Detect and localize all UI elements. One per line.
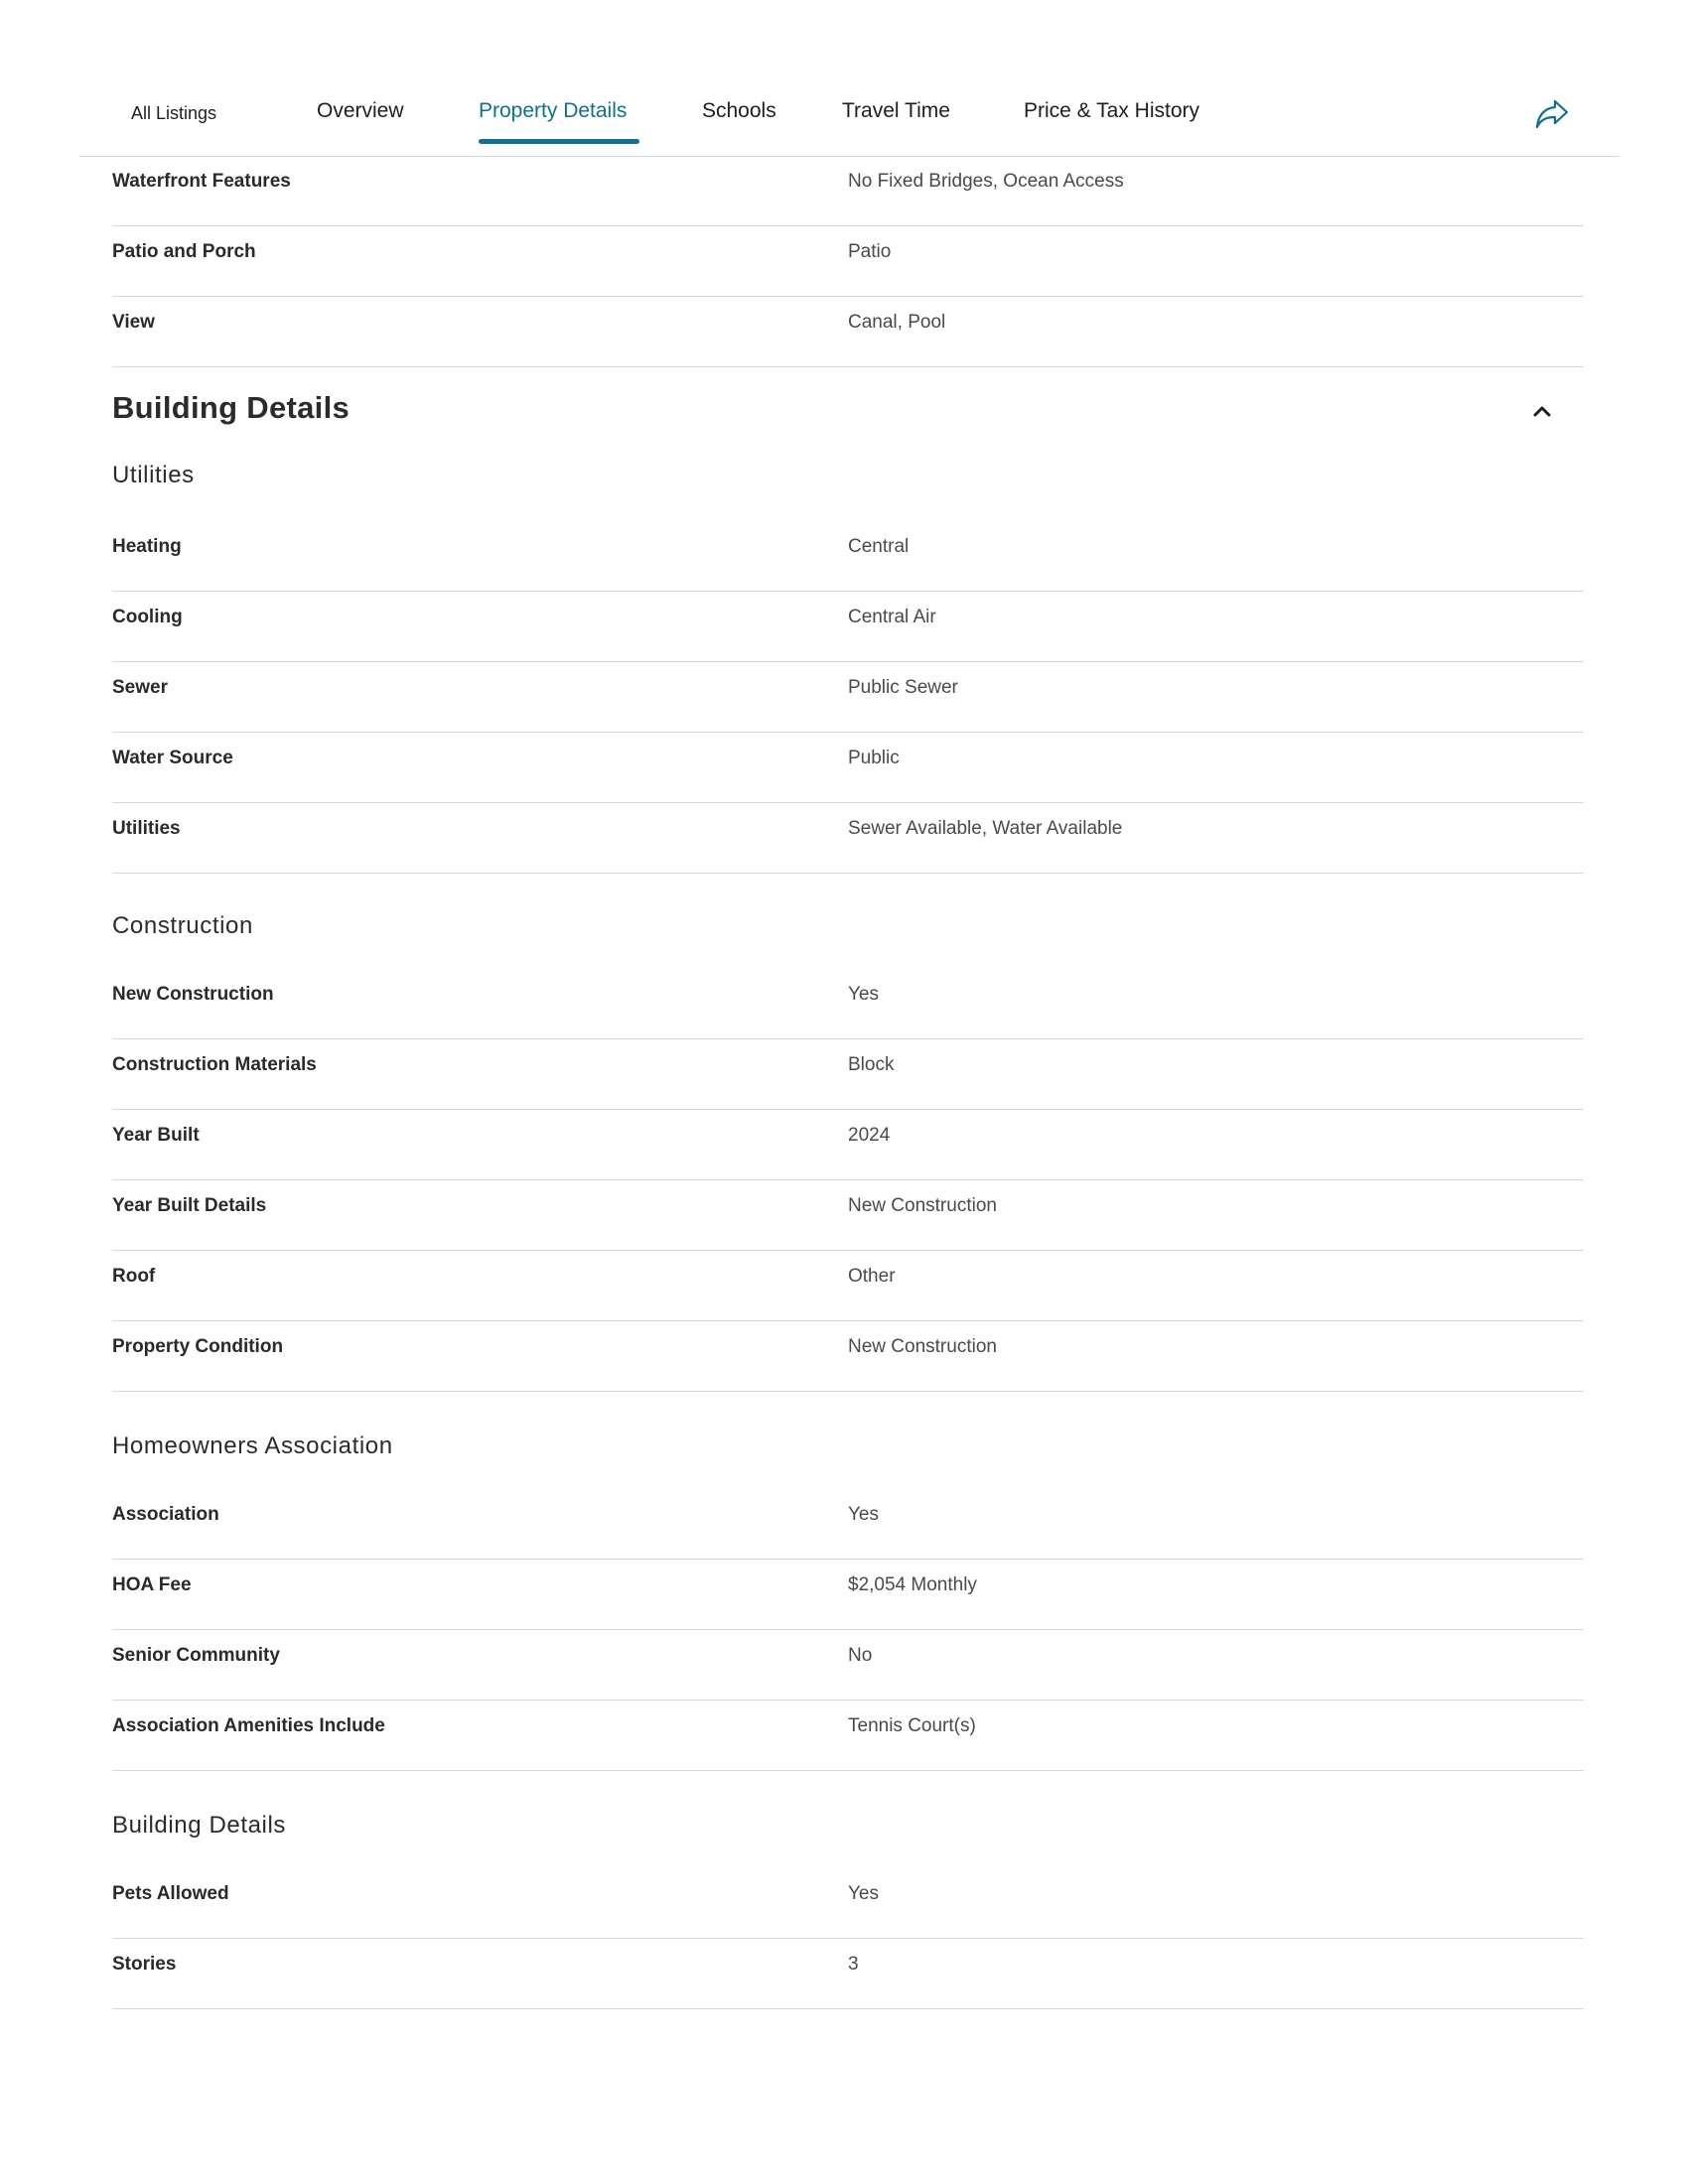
- detail-value: Public Sewer: [848, 677, 958, 698]
- utilities-heading: Utilities: [112, 462, 195, 488]
- detail-label: Senior Community: [112, 1645, 280, 1666]
- detail-label: Cooling: [112, 607, 183, 627]
- share-icon: [1533, 97, 1571, 131]
- detail-label: View: [112, 312, 155, 333]
- tab-overview[interactable]: Overview: [317, 99, 404, 122]
- detail-row: [112, 1110, 1584, 1180]
- detail-label: Heating: [112, 536, 182, 557]
- detail-label: Year Built Details: [112, 1195, 267, 1216]
- detail-value: Yes: [848, 1883, 879, 1904]
- detail-row: [112, 803, 1584, 874]
- detail-value: Central Air: [848, 607, 936, 627]
- detail-row: [112, 592, 1584, 662]
- detail-value: Yes: [848, 984, 879, 1005]
- detail-row: [112, 297, 1584, 367]
- detail-label: Utilities: [112, 818, 181, 839]
- detail-value: Sewer Available, Water Available: [848, 818, 1123, 839]
- tab-schools[interactable]: Schools: [702, 99, 776, 122]
- detail-value: Public: [848, 748, 900, 768]
- detail-row: [112, 1180, 1584, 1251]
- detail-row: [112, 1701, 1584, 1771]
- detail-label: Roof: [112, 1266, 156, 1287]
- detail-label: Patio and Porch: [112, 241, 256, 262]
- detail-row: [112, 1489, 1584, 1560]
- listing-nav: [79, 60, 1618, 157]
- detail-value: Other: [848, 1266, 896, 1287]
- detail-value: No Fixed Bridges, Ocean Access: [848, 171, 1124, 192]
- active-tab-indicator: [479, 139, 639, 144]
- detail-row: [112, 1560, 1584, 1630]
- detail-value: Central: [848, 536, 910, 557]
- detail-label: New Construction: [112, 984, 274, 1005]
- detail-row: [112, 1251, 1584, 1321]
- construction-heading: Construction: [112, 912, 253, 939]
- detail-value: No: [848, 1645, 873, 1666]
- detail-label: Construction Materials: [112, 1054, 317, 1075]
- detail-row: [112, 1630, 1584, 1701]
- detail-label: HOA Fee: [112, 1574, 192, 1595]
- detail-label: Association: [112, 1504, 219, 1525]
- detail-value: Patio: [848, 241, 892, 262]
- detail-value: Block: [848, 1054, 895, 1075]
- chevron-up-icon: [1528, 399, 1556, 423]
- tab-price-tax-history[interactable]: Price & Tax History: [1024, 99, 1199, 122]
- detail-value: Yes: [848, 1504, 879, 1525]
- detail-label: Association Amenities Include: [112, 1715, 385, 1736]
- detail-row: [112, 1039, 1584, 1110]
- tab-property-details[interactable]: Property Details: [479, 99, 628, 122]
- detail-row: [112, 733, 1584, 803]
- building-details-heading: Building Details: [112, 390, 351, 425]
- detail-value: 3: [848, 1954, 859, 1975]
- detail-label: Property Condition: [112, 1336, 284, 1357]
- detail-label: Waterfront Features: [112, 171, 291, 192]
- detail-label: Year Built: [112, 1125, 200, 1146]
- share-button[interactable]: [1533, 97, 1571, 131]
- detail-label: Water Source: [112, 748, 233, 768]
- building-details-collapse-button[interactable]: [1528, 399, 1556, 423]
- detail-value: $2,054 Monthly: [848, 1574, 977, 1595]
- detail-row: [112, 226, 1584, 297]
- detail-row: [112, 969, 1584, 1039]
- detail-row: [112, 1939, 1584, 2009]
- detail-label: Sewer: [112, 677, 168, 698]
- detail-value: New Construction: [848, 1336, 997, 1357]
- detail-row: [112, 156, 1584, 226]
- detail-value: Canal, Pool: [848, 312, 946, 333]
- all-listings-link[interactable]: All Listings: [131, 103, 217, 123]
- detail-value: Tennis Court(s): [848, 1715, 976, 1736]
- detail-row: [112, 1868, 1584, 1939]
- detail-row: [112, 1321, 1584, 1392]
- hoa-heading: Homeowners Association: [112, 1433, 393, 1459]
- tab-travel-time[interactable]: Travel Time: [842, 99, 950, 122]
- detail-label: Stories: [112, 1954, 177, 1975]
- detail-value: 2024: [848, 1125, 891, 1146]
- detail-label: Pets Allowed: [112, 1883, 229, 1904]
- detail-row: [112, 521, 1584, 592]
- detail-row: [112, 662, 1584, 733]
- building-subsection-heading: Building Details: [112, 1812, 287, 1839]
- detail-value: New Construction: [848, 1195, 997, 1216]
